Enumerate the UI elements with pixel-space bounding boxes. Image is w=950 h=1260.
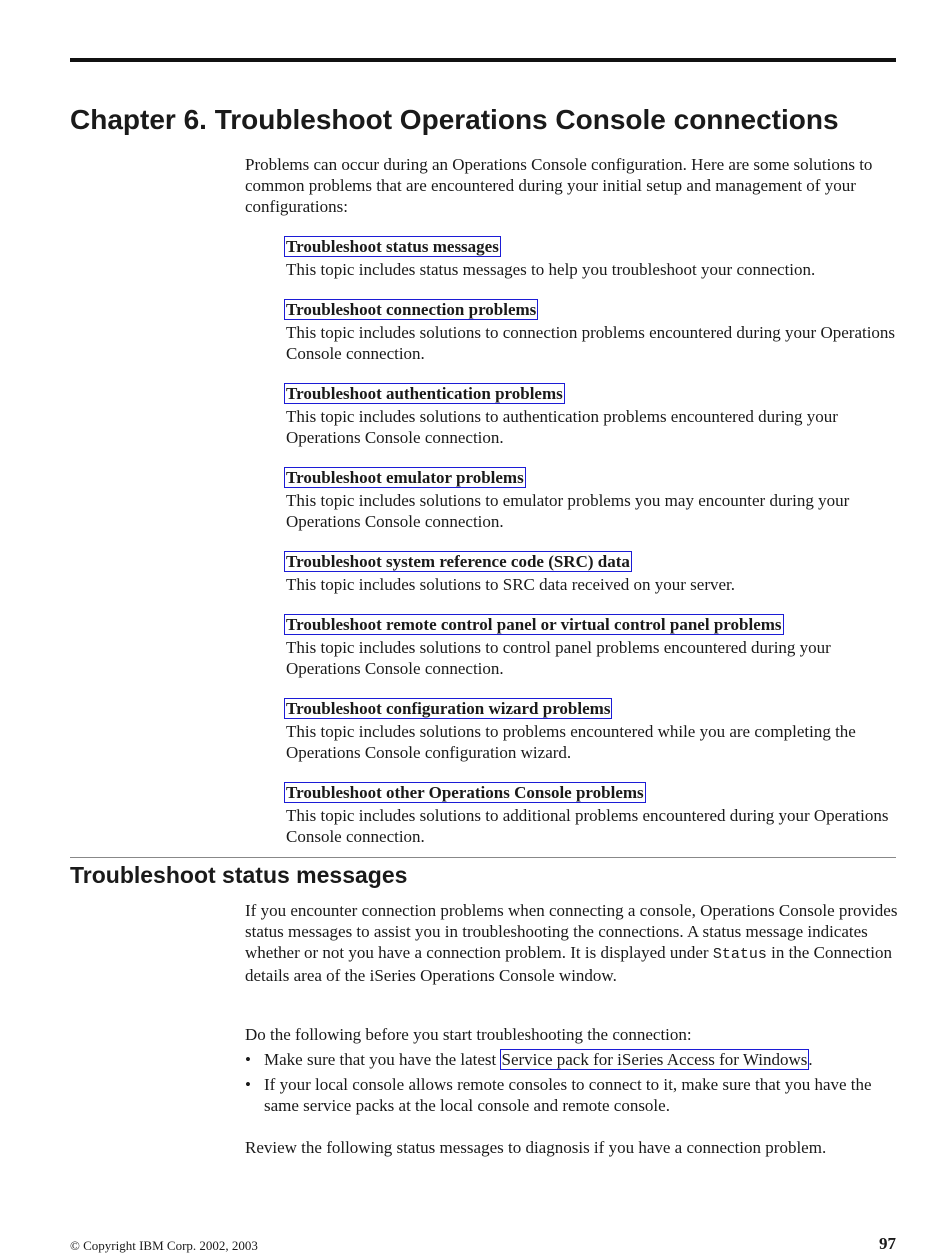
bullet-text: . xyxy=(808,1050,813,1069)
topic-item xyxy=(286,468,906,532)
topic-link-connection-problems[interactable]: Troubleshoot connection problems xyxy=(286,300,537,319)
list-item xyxy=(245,1049,905,1070)
topic-description: This topic includes solutions to authentication problems encountered during your Operations Console connection. xyxy=(286,407,838,447)
topic-description: This topic includes solutions to problems encountered while you are completing the Operations Console configuration wizard. xyxy=(286,722,856,762)
page-number: 97 xyxy=(879,1234,896,1253)
copyright-notice: © Copyright IBM Corp. 2002, 2003 xyxy=(70,1238,258,1253)
bullet-text: Make sure that you have the latest xyxy=(264,1050,501,1069)
topic-link-configuration-wizard-problems[interactable]: Troubleshoot configuration wizard problems xyxy=(286,699,611,718)
topic-description: This topic includes status messages to help you troubleshoot your connection. xyxy=(286,260,816,279)
topic-item xyxy=(286,384,906,448)
topic-description: This topic includes solutions to control panel problems encountered during your Operations Console connection. xyxy=(286,638,831,678)
paragraph-text: If you encounter connection problems when connecting a console, Operations Console provides status messages to assist you in troubleshooting the connections. A status message indicates whether or not you have a connection problem. It is displayed under xyxy=(245,901,898,962)
before-troubleshooting-paragraph: Do the following before you start troubleshooting the connection: xyxy=(245,1025,692,1044)
topic-item xyxy=(286,300,906,364)
topic-item xyxy=(286,237,906,280)
topic-link-authentication-problems[interactable]: Troubleshoot authentication problems xyxy=(286,384,563,403)
section-title: Troubleshoot status messages xyxy=(70,862,408,888)
topic-description: This topic includes solutions to SRC data received on your server. xyxy=(286,575,736,594)
chapter-title: Chapter 6. Troubleshoot Operations Console connections xyxy=(70,104,839,135)
section-divider xyxy=(70,857,896,858)
topic-link-src-data[interactable]: Troubleshoot system reference code (SRC) data xyxy=(286,552,630,571)
topic-item xyxy=(286,615,906,679)
prerequisite-list xyxy=(245,1049,905,1120)
status-messages-paragraph xyxy=(245,900,905,986)
paragraph-text: in the Connection details area of the iSeries Operations Console window. xyxy=(245,943,892,985)
topic-link-other-problems[interactable]: Troubleshoot other Operations Console problems xyxy=(286,783,644,802)
list-item xyxy=(245,1074,905,1116)
topic-description: This topic includes solutions to additional problems encountered during your Operations Console connection. xyxy=(286,806,889,846)
top-rule xyxy=(70,58,896,62)
topic-list xyxy=(286,237,906,847)
bullet-text: If your local console allows remote consoles to connect to it, make sure that you have the same service packs at the local console and remote console. xyxy=(264,1075,872,1115)
chapter-intro: Problems can occur during an Operations Console configuration. Here are some solutions to common problems that are encountered during your initial setup and management of your configurations: xyxy=(245,155,873,216)
bullet-icon: • xyxy=(245,1050,251,1069)
status-code-term: Status xyxy=(712,946,767,963)
topic-link-status-messages[interactable]: Troubleshoot status messages xyxy=(286,237,499,256)
topic-item xyxy=(286,783,906,847)
service-pack-link[interactable]: Service pack for iSeries Access for Windows xyxy=(501,1050,808,1069)
topic-description: This topic includes solutions to emulator problems you may encounter during your Operations Console connection. xyxy=(286,491,850,531)
topic-item xyxy=(286,552,906,595)
review-paragraph: Review the following status messages to diagnosis if you have a connection problem. xyxy=(245,1138,827,1157)
topic-item xyxy=(286,699,906,763)
topic-link-control-panel-problems[interactable]: Troubleshoot remote control panel or virtual control panel problems xyxy=(286,615,782,634)
bullet-icon: • xyxy=(245,1075,251,1094)
topic-description: This topic includes solutions to connection problems encountered during your Operations Console connection. xyxy=(286,323,896,363)
topic-link-emulator-problems[interactable]: Troubleshoot emulator problems xyxy=(286,468,524,487)
